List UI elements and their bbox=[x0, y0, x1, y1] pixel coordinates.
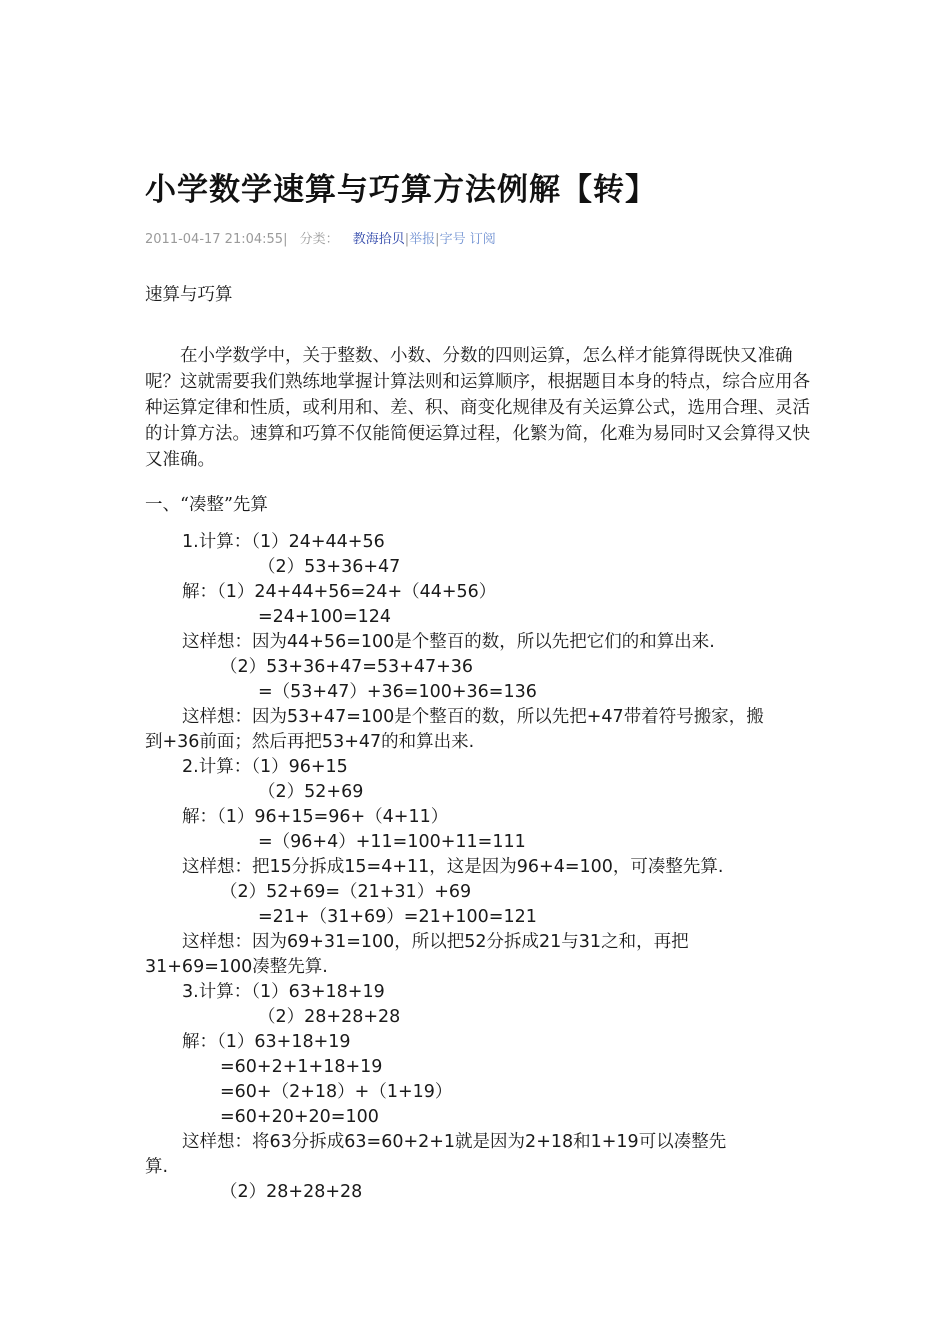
problem-line: （2）52+69 bbox=[258, 782, 364, 802]
intro-paragraph: 在小学数学中，关于整数、小数、分数的四则运算，怎么样才能算得既快又准确呢？这就需要我们熟练地掌握计算法则和运算顺序，根据题目本身的特点，综合应用各种运算定律和性质，或利用和、差、积、商变化规律及有关运算公式，选用合理、灵活的计算方法。速算和巧算不仅能简便运算过程，化繁为简，化难为易同时又会算得又快又准确。 bbox=[145, 346, 810, 470]
section-subtitle: 速算与巧算 bbox=[145, 285, 233, 305]
explanation-line: 31+69=100凑整先算. bbox=[145, 957, 328, 977]
category-link[interactable]: 教海拾贝 bbox=[352, 232, 405, 247]
explanation-line: 这样想：把15分拆成15=4+11，这是因为96+4=100，可凑整先算. bbox=[182, 857, 724, 877]
solution-line: =60+（2+18）+（1+19） bbox=[220, 1082, 453, 1102]
separator: | bbox=[435, 232, 440, 247]
solution-line: 解：（1）96+15=96+（4+11） bbox=[182, 807, 449, 827]
explanation-line: 算. bbox=[145, 1157, 169, 1177]
solution-line: =24+100=124 bbox=[258, 607, 392, 627]
explanation-line: 这样想：将63分拆成63=60+2+1就是因为2+18和1+19可以凑整先 bbox=[182, 1132, 727, 1152]
explanation-line: 到+36前面；然后再把53+47的和算出来. bbox=[145, 732, 475, 752]
explanation-line: 这样想：因为44+56=100是个整百的数，所以先把它们的和算出来. bbox=[182, 632, 715, 652]
explanation-line: 这样想：因为69+31=100，所以把52分拆成21与31之和，再把 bbox=[182, 932, 689, 952]
report-link[interactable]: 举报 bbox=[409, 232, 436, 247]
problem-line: 2.计算：（1）96+15 bbox=[182, 757, 348, 777]
solution-line: 解：（1）63+18+19 bbox=[182, 1032, 351, 1052]
section-heading: 一、“凑整”先算 bbox=[145, 495, 268, 515]
article-meta bbox=[145, 228, 496, 247]
problem-line: 1.计算：（1）24+44+56 bbox=[182, 532, 385, 552]
solution-line: =（53+47）+36=100+36=136 bbox=[258, 682, 537, 702]
solution-line: =60+20+20=100 bbox=[220, 1107, 379, 1127]
article-title: 小学数学速算与巧算方法例解【转】 bbox=[145, 172, 657, 208]
explanation-line: 这样想：因为53+47=100是个整百的数，所以先把+47带着符号搬家，搬 bbox=[182, 707, 764, 727]
solution-line: =60+2+1+18+19 bbox=[220, 1057, 383, 1077]
solution-line: =21+（31+69）=21+100=121 bbox=[258, 907, 537, 927]
subscribe-link[interactable]: 订阅 bbox=[469, 232, 496, 247]
post-datetime: 2011-04-17 21:04:55| bbox=[145, 232, 288, 247]
font-size-link[interactable]: 字号 bbox=[439, 232, 466, 247]
category-label: 分类： bbox=[299, 232, 339, 247]
separator: | bbox=[404, 232, 410, 247]
problem-line: 3.计算：（1）63+18+19 bbox=[182, 982, 385, 1002]
solution-line: 解：（1）24+44+56=24+（44+56） bbox=[182, 582, 497, 602]
solution-line: （2）53+36+47=53+47+36 bbox=[220, 657, 474, 677]
solution-line: （2）52+69=（21+31）+69 bbox=[220, 882, 472, 902]
problem-line: （2）53+36+47 bbox=[258, 557, 401, 577]
solution-line: =（96+4）+11=100+11=111 bbox=[258, 832, 526, 852]
solution-line: （2）28+28+28 bbox=[220, 1182, 363, 1202]
problem-line: （2）28+28+28 bbox=[258, 1007, 401, 1027]
